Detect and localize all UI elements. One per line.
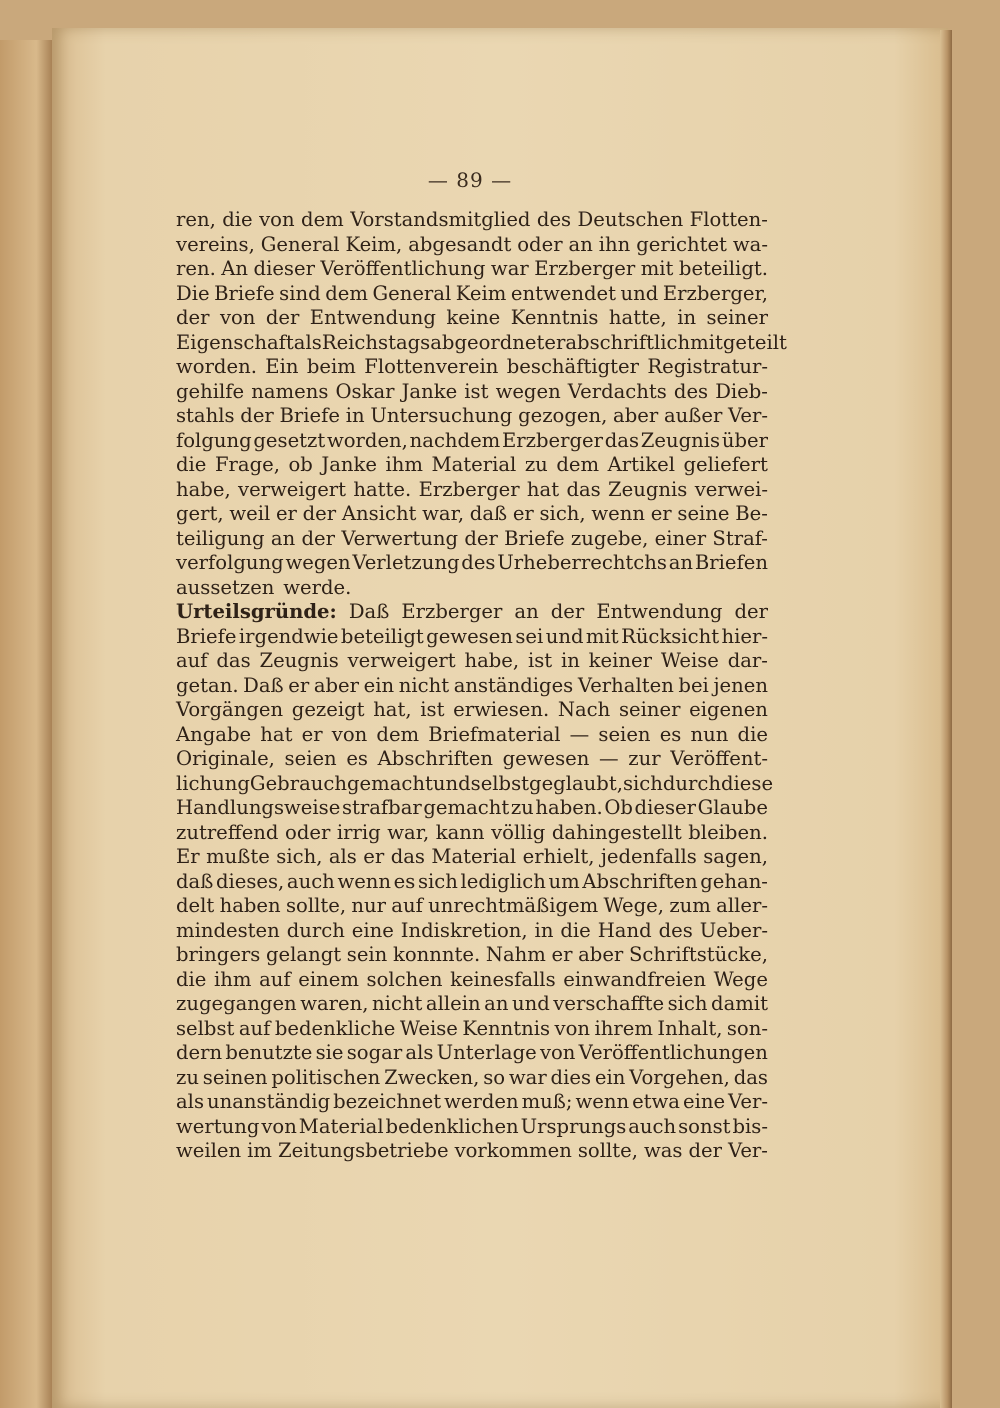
text-line: Handlungsweise strafbar gemacht zu haben. Ob dieser Glaube bbox=[176, 796, 768, 819]
text-line: gert, weil er der Ansicht war, daß er sich, wenn er seine Be- bbox=[176, 502, 768, 525]
text-line: verfolgung wegen Verletzung des Urheberrechtchs an Briefen bbox=[176, 551, 768, 574]
text-line: delt haben sollte, nur auf unrechtmäßigem Wege, zum aller- bbox=[176, 894, 768, 917]
text-line: ren, die von dem Vorstandsmitglied des Deutschen Flotten- bbox=[176, 208, 768, 231]
text-line: Briefe irgendwie beteiligt gewesen sei und mit Rücksicht hier- bbox=[176, 624, 768, 648]
text-line: Eigenschaft als Reichstagsabgeordneter abschriftlich mitgeteilt bbox=[176, 330, 787, 354]
text-line: auf das Zeugnis verweigert habe, ist in keiner Weise dar- bbox=[176, 649, 768, 672]
text-line: Die Briefe sind dem General Keim entwendet und Erzberger, bbox=[176, 281, 768, 305]
text-line: vereins, General Keim, abgesandt oder an ihn gerichtet wa- bbox=[176, 232, 768, 256]
text-line: habe, verweigert hatte. Erzberger hat das Zeugnis verwei- bbox=[176, 477, 768, 501]
text-line: teiligung an der Verwertung der Briefe zugebe, einer Straf- bbox=[176, 526, 768, 550]
body-text bbox=[176, 208, 787, 1164]
text-line: getan. Daß er aber ein nicht anständiges Verhalten bei jenen bbox=[176, 673, 768, 697]
text-line: Er mußte sich, als er das Material erhielt, jedenfalls sagen, bbox=[176, 845, 768, 868]
text-line: Originale, seien es Abschriften gewesen — zur Veröffent- bbox=[176, 747, 768, 770]
text-line: Vorgängen gezeigt hat, ist erwiesen. Nach seiner eigenen bbox=[176, 698, 768, 721]
text-line: zugegangen waren, nicht allein an und verschaffte sich damit bbox=[176, 992, 768, 1015]
left-page-edge bbox=[0, 40, 52, 1408]
text-line: mindesten durch eine Indiskretion, in die Hand des Ueber- bbox=[176, 918, 768, 942]
text-line: der von der Entwendung keine Kenntnis hatte, in seiner bbox=[176, 306, 768, 329]
text-line: die Frage, ob Janke ihm Material zu dem Artikel geliefert bbox=[176, 453, 768, 476]
text-line: folgung gesetzt worden, nachdem Erzberger das Zeugnis über bbox=[176, 428, 768, 452]
text-line: zutreffend oder irrig war, kann völlig dahingestellt bleiben. bbox=[176, 820, 768, 844]
text-line: Angabe hat er von dem Briefmaterial — seien es nun die bbox=[176, 722, 768, 746]
text-line: worden. Ein beim Flottenverein beschäftigter Registratur- bbox=[176, 355, 768, 378]
text-line: weilen im Zeitungsbetriebe vorkommen sollte, was der Ver- bbox=[176, 1139, 768, 1162]
text-line: als unanständig bezeichnet werden muß; wenn etwa eine Ver- bbox=[176, 1090, 768, 1113]
text-line: daß dieses, auch wenn es sich lediglich um Abschriften gehan- bbox=[176, 869, 768, 893]
page-stack-edge bbox=[940, 30, 952, 1408]
text-line: ren. An dieser Veröffentlichung war Erzberger mit beteiligt. bbox=[176, 257, 768, 280]
text-line: lichung Gebrauch gemacht und selbst geglaubt, sich durch diese bbox=[176, 771, 774, 795]
text-line: die ihm auf einem solchen keinesfalls einwandfreien Wege bbox=[176, 967, 768, 991]
text-line: stahls der Briefe in Untersuchung gezogen, aber außer Ver- bbox=[176, 404, 768, 427]
text-line: bringers gelangt sein konnnte. Nahm er aber Schriftstücke, bbox=[176, 943, 768, 966]
text-line: Urteilsgründe: Daß Erzberger an der Entwendung der bbox=[176, 600, 768, 623]
text-line: gehilfe namens Oskar Janke ist wegen Verdachts des Dieb- bbox=[176, 379, 768, 403]
page-number: — 89 — bbox=[427, 168, 513, 192]
text-line: dern benutzte sie sogar als Unterlage von Veröffentlichungen bbox=[176, 1041, 768, 1064]
text-line: aussetzen werde. bbox=[176, 575, 352, 599]
text-line: zu seinen politischen Zwecken, so war dies ein Vorgehen, das bbox=[176, 1065, 768, 1089]
text-line: wertung von Material bedenklichen Ursprungs auch sonst bis- bbox=[176, 1114, 768, 1138]
text-line: selbst auf bedenkliche Weise Kenntnis von ihrem Inhalt, son- bbox=[176, 1016, 768, 1040]
